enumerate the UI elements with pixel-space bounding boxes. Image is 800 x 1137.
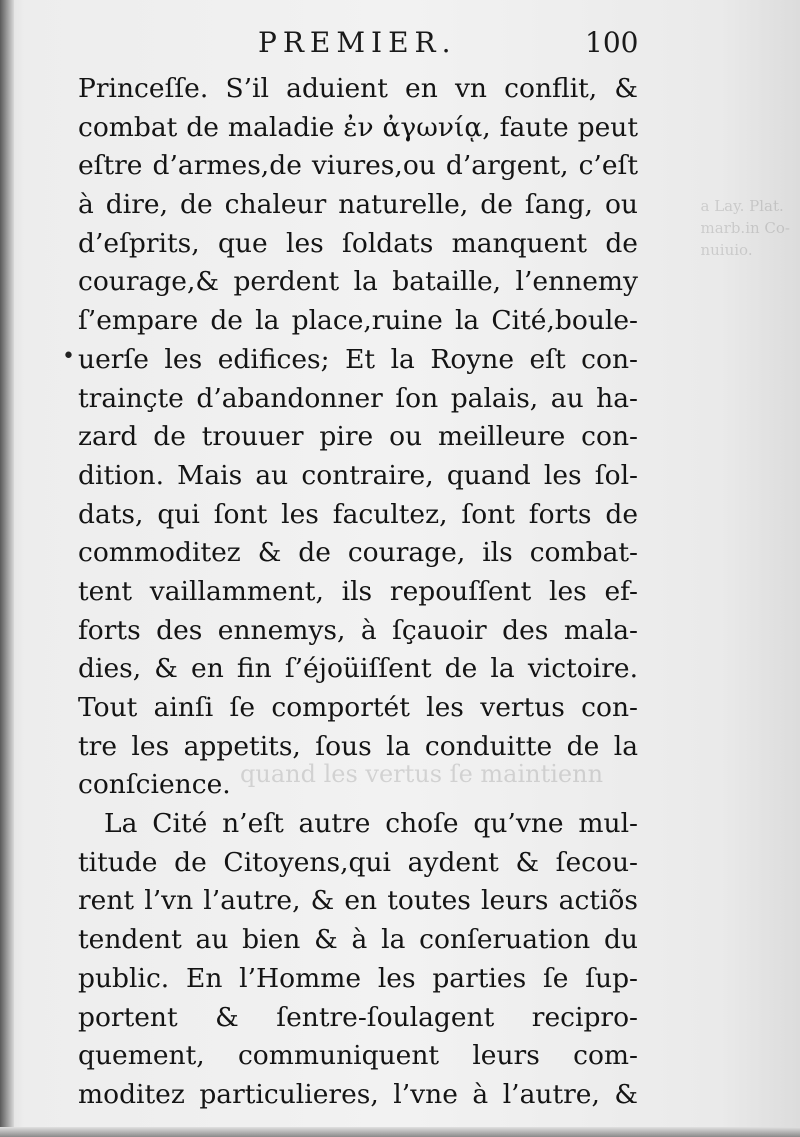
- text-line: quement, communiquent leurs com-: [78, 1040, 638, 1072]
- page-number: 100: [585, 26, 639, 59]
- text-line: uerſe les edifices; Et la Royne eſt con-: [78, 343, 638, 375]
- text-line: zard de trouuer pire ou meilleure con-: [78, 421, 638, 453]
- text-line: portent & ſentre-ſoulagent recipro-: [78, 1001, 638, 1033]
- text-line: ſ’empare de la place,ruine la Cité,boule-: [78, 305, 638, 337]
- text-line: à dire, de chaleur naturelle, de ſang, ou: [78, 189, 638, 221]
- text-line: commoditez & de courage, ils combat-: [78, 537, 638, 569]
- page-bottom-edge: [0, 1127, 800, 1137]
- text-line: combat de maladie ἐν ἀγωνίᾳ, faute peut: [78, 111, 638, 143]
- text-line: dies, & en fin ſ’éjoüiſſent de la victoire.: [78, 653, 638, 685]
- page-gutter-shadow: [0, 0, 14, 1137]
- running-head: PREMIER.: [258, 26, 457, 59]
- text-line: tent vaillamment, ils repouſſent les ef-: [78, 575, 638, 607]
- text-line: forts des ennemys, à ſçauoir des mala-: [78, 614, 638, 646]
- text-line: eſtre d’armes,de viures,ou d’argent, c’eſt: [78, 150, 638, 182]
- text-line: moditez particulieres, l’vne à l’autre, &: [78, 1078, 638, 1110]
- paragraph-first-line: La Cité n’eſt autre choſe qu’vne mul-: [104, 808, 638, 840]
- text-line: Princeſſe. S’il aduient en vn conflit, &: [78, 73, 638, 104]
- text-line: dats, qui ſont les facultez, ſont forts de: [78, 498, 638, 530]
- text-line: tre les appetits, ſous la conduitte de la: [78, 730, 638, 762]
- show-through-bleed: quand les vertus ſe maintienn: [240, 760, 604, 788]
- body-text: [78, 70, 638, 1115]
- text-line: d’eſprits, que les ſoldats manquent de: [78, 227, 638, 259]
- text-line: trainçte d’abandonner ſon palais, au ha-: [78, 382, 638, 414]
- text-line: public. En l’Homme les parties ſe ſup-: [78, 962, 638, 994]
- text-line: conſcience.: [78, 769, 231, 801]
- text-line: tendent au bien & à la conſeruation du: [78, 924, 638, 956]
- text-line: dition. Mais au contraire, quand les ſol-: [78, 459, 638, 491]
- text-line: Tout ainſi ſe comportét les vertus con-: [78, 692, 638, 723]
- text-line: rent l’vn l’autre, & en toutes leurs actiõs: [78, 885, 638, 917]
- margin-dot-mark: •: [62, 344, 75, 369]
- text-line: courage,& perdent la bataille, l’ennemy: [78, 266, 638, 298]
- text-line: titude de Citoyens,qui aydent & ſecou-: [78, 846, 638, 878]
- show-through-bleed: a Lay. Plat. marb.in Co- nuiuio.: [700, 197, 790, 259]
